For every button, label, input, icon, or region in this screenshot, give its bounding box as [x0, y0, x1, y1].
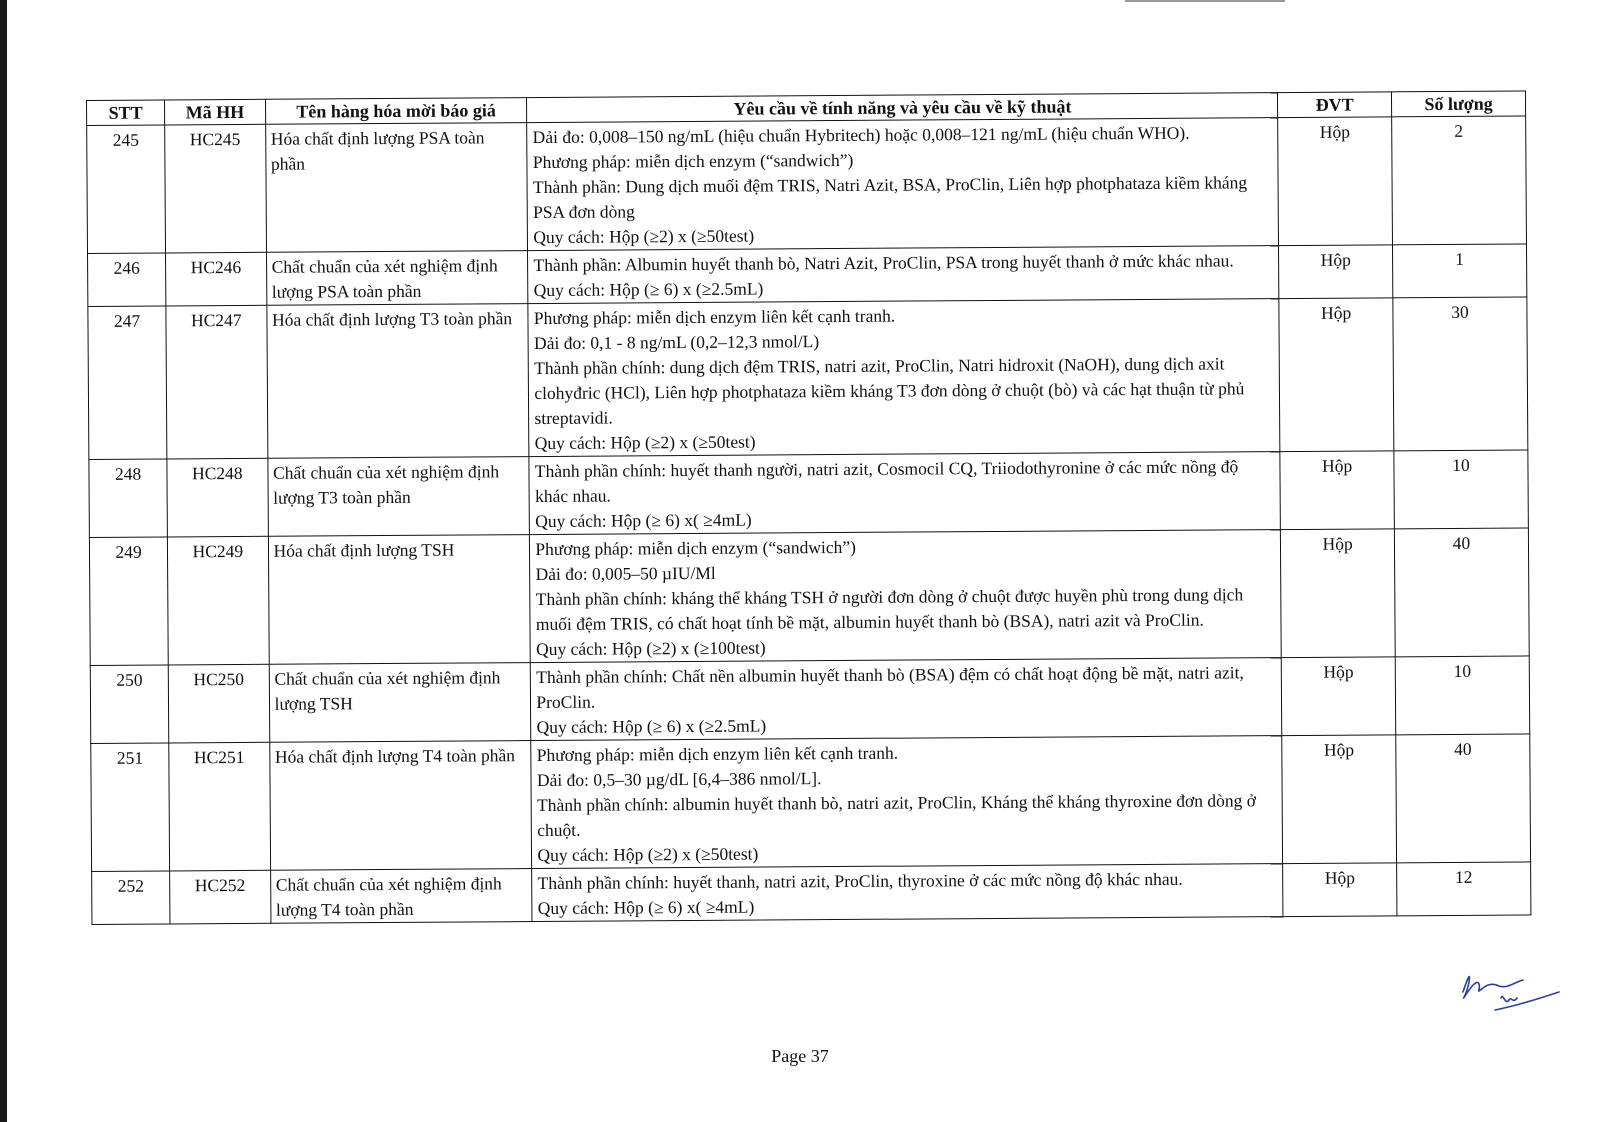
requirement-line: Phương pháp: miễn dịch enzym liên kết cạnh tranh. — [533, 305, 896, 329]
requirement-line: Thành phần chính: huyết thanh, natri azit, ProClin, thyroxine ở các mức nồng độ khác nhau. — [537, 868, 1183, 894]
header-unit: ĐVT — [1278, 92, 1392, 118]
requirement-line: Phương pháp: miễn dịch enzym (“sandwich”) — [532, 149, 854, 173]
cell-stt: 252 — [92, 871, 170, 925]
handwritten-signature — [1455, 962, 1565, 1017]
cell-stt: 249 — [89, 537, 168, 666]
cell-name: Hóa chất định lượng T4 toàn phần — [269, 741, 532, 871]
requirement-line: Dải đo: 0,008–150 ng/mL (hiệu chuẩn Hybritech) hoặc 0,008–121 ng/mL (hiệu chuẩn WHO). — [532, 122, 1190, 148]
header-stt: STT — [87, 100, 165, 126]
cell-requirements — [529, 452, 1280, 535]
cell-unit: Hộp — [1282, 657, 1396, 736]
requirement-line: Thành phần: Albumin huyết thanh bò, Natri Azit, ProClin, PSA trong huyết thanh ở mức khác nhau. — [533, 250, 1234, 276]
cell-quantity: 1 — [1392, 244, 1526, 298]
requirement-line: Dải đo: 0,1 - 8 ng/mL (0,2–12,3 nmol/L) — [533, 331, 820, 354]
requirement-line: Phương pháp: miễn dịch enzym (“sandwich”) — [535, 536, 856, 560]
requirement-line: Thành phần chính: Chất nền albumin huyết thanh bò (BSA) đệm có chất hoạt động bề mặt, natri azit, ProClin. — [536, 662, 1244, 713]
requirement-line: Dải đo: 0,5–30 µg/dL [6,4–386 nmol/L]. — [536, 768, 822, 791]
cell-name: Hóa chất định lượng PSA toàn phần — [265, 123, 528, 253]
cell-name: Chất chuẩn của xét nghiệm định lượng T3 toàn phần — [267, 457, 529, 537]
cell-requirements — [531, 736, 1283, 869]
cell-requirements — [528, 246, 1279, 304]
cell-quantity: 10 — [1394, 450, 1529, 529]
cell-name: Chất chuẩn của xét nghiệm định lượng TSH — [269, 663, 531, 743]
table-row — [89, 450, 1528, 538]
requirement-line: Quy cách: Hộp (≥2) x (≥50test) — [533, 225, 755, 248]
cell-quantity: 40 — [1396, 734, 1531, 863]
cell-requirements — [530, 530, 1282, 663]
requirement-line: Quy cách: Hộp (≥2) x (≥50test) — [534, 431, 756, 454]
cell-unit: Hộp — [1283, 863, 1397, 917]
header-quantity: Số lượng — [1391, 91, 1525, 117]
table-row — [88, 297, 1528, 460]
table-row — [91, 734, 1531, 872]
cell-quantity: 2 — [1392, 116, 1527, 245]
cell-stt: 250 — [90, 665, 169, 744]
cell-stt: 245 — [87, 125, 166, 254]
table-row — [88, 244, 1527, 307]
requirement-line: Quy cách: Hộp (≥ 6) x (≥2.5mL) — [536, 715, 767, 738]
table-sheet — [86, 90, 1531, 925]
requirement-line: Quy cách: Hộp (≥ 6) x( ≥4mL) — [537, 896, 755, 919]
requirement-line: Thành phần: Dung dịch muối đệm TRIS, Natri Azit, BSA, ProClin, Liên hợp photphataza kiềm kháng PSA đơn dòng — [532, 172, 1248, 223]
header-requirements: Yêu cầu về tính năng và yêu cầu về kỹ thuật — [527, 93, 1278, 123]
cell-quantity: 12 — [1397, 862, 1531, 916]
header-name: Tên hàng hóa mời báo giá — [265, 98, 527, 125]
cell-code: HC250 — [168, 664, 269, 743]
requirement-line: Thành phần chính: kháng thể kháng TSH ở người đơn dòng ở chuột được huyền phù trong dung dịch muối đệm TRIS, có chất hoạt tính bề mặt, albumin huyết thanh bò (BSA), natri azit và ProClin. — [535, 584, 1244, 635]
cell-unit: Hộp — [1279, 298, 1394, 452]
cell-name: Chất chuẩn của xét nghiệm định lượng PSA toàn phần — [266, 251, 528, 306]
cell-quantity: 30 — [1393, 297, 1528, 451]
quotation-table — [86, 90, 1531, 925]
cell-requirements — [528, 299, 1280, 457]
cell-requirements — [532, 864, 1283, 922]
cell-name: Hóa chất định lượng TSH — [268, 535, 531, 665]
cell-unit: Hộp — [1281, 529, 1396, 658]
top-rule — [1125, 0, 1285, 2]
table-body — [87, 116, 1531, 925]
cell-quantity: 10 — [1395, 656, 1530, 735]
page-number: Page 37 — [771, 1046, 829, 1066]
cell-stt: 246 — [88, 253, 166, 307]
requirement-line: Thành phần chính: albumin huyết thanh bò, natri azit, ProClin, Kháng thể kháng thyroxine đơn dòng ở chuột. — [537, 790, 1257, 841]
cell-code: HC245 — [165, 124, 266, 253]
requirement-line: Dải đo: 0,005–50 µIU/Ml — [535, 562, 716, 585]
table-row — [89, 528, 1529, 666]
cell-quantity: 40 — [1394, 528, 1529, 657]
cell-unit: Hộp — [1278, 117, 1393, 246]
cell-code: HC252 — [170, 870, 271, 924]
scan-left-edge — [0, 0, 7, 1122]
cell-code: HC248 — [167, 458, 268, 537]
cell-requirements — [527, 118, 1279, 251]
cell-unit: Hộp — [1280, 451, 1394, 530]
cell-unit: Hộp — [1282, 735, 1397, 864]
cell-name: Chất chuẩn của xét nghiệm định lượng T4 toàn phần — [270, 869, 532, 924]
cell-code: HC246 — [166, 252, 267, 306]
cell-stt: 248 — [89, 459, 168, 538]
table-row — [92, 862, 1531, 925]
cell-name: Hóa chất định lượng T3 toàn phần — [266, 304, 529, 459]
cell-code: HC247 — [166, 305, 267, 459]
cell-requirements — [531, 658, 1282, 741]
requirement-line: Quy cách: Hộp (≥2) x (≥50test) — [537, 843, 759, 866]
requirement-line: Thành phần chính: huyết thanh người, natri azit, Cosmocil CQ, Triiodothyronine ở các mức nồng độ khác nhau. — [534, 456, 1239, 507]
requirement-line: Quy cách: Hộp (≥2) x (≥100test) — [535, 637, 766, 660]
cell-stt: 251 — [91, 743, 170, 872]
cell-stt: 247 — [88, 306, 167, 460]
table-row — [90, 656, 1529, 744]
cell-code: HC249 — [168, 536, 269, 665]
requirement-line: Quy cách: Hộp (≥ 6) x( ≥4mL) — [535, 509, 752, 532]
requirement-line: Quy cách: Hộp (≥ 6) x (≥2.5mL) — [533, 278, 764, 301]
requirement-line: Thành phần chính: dung dịch đệm TRIS, natri azit, ProClin, Natri hidroxit (NaOH), dung dịch axit clohyđric (HCl), Liên hợp photphataza kiềm kháng T3 đơn dòng ở chuột (bò) và các hạt thuận từ phủ streptavidi. — [534, 353, 1245, 429]
cell-code: HC251 — [169, 742, 270, 871]
table-row — [87, 116, 1527, 254]
cell-unit: Hộp — [1279, 245, 1393, 299]
header-code: Mã HH — [165, 99, 266, 125]
requirement-line: Phương pháp: miễn dịch enzym liên kết cạnh tranh. — [536, 742, 899, 766]
